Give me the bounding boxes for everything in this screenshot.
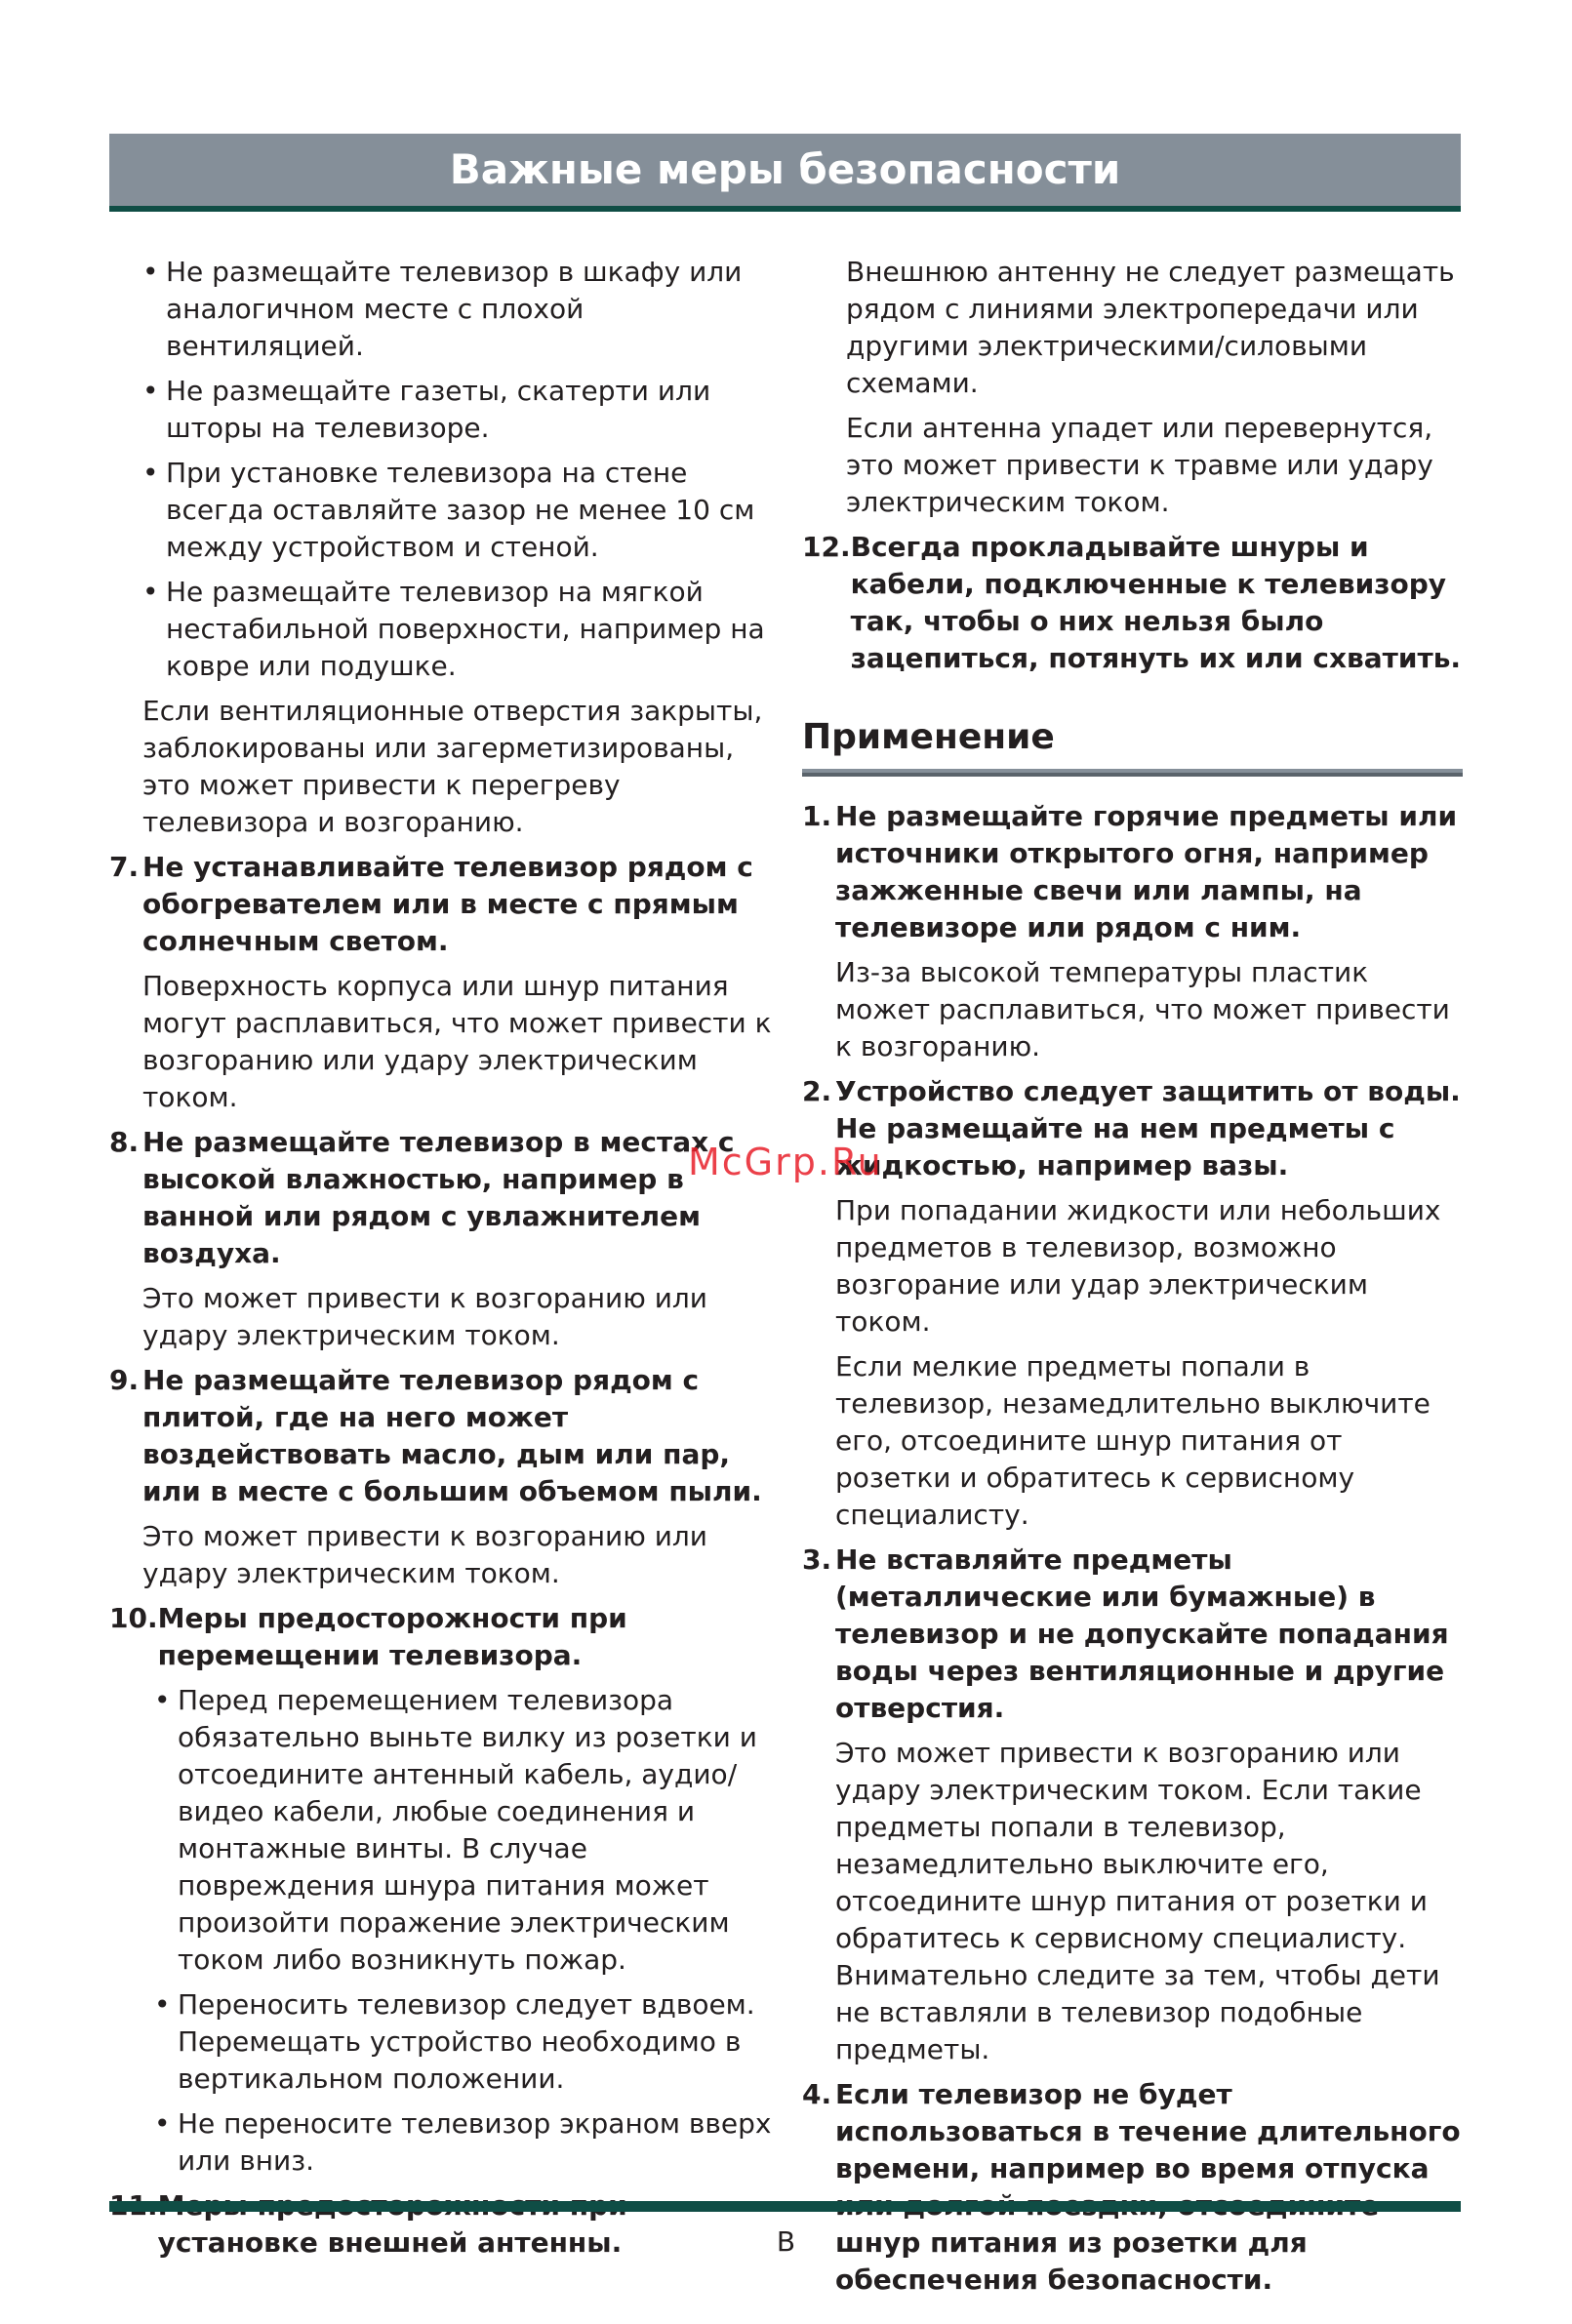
header-band: [109, 134, 1461, 212]
item-10-heading: [109, 1600, 773, 1674]
item-title: Не размещайте горячие предметы или источники открытого огня, например зажженные свечи или лампы, на телевизоре или рядом с ним.: [835, 800, 1458, 943]
item-title: Всегда прокладывайте шнуры и кабели, подключенные к телевизору так, чтобы о них нельзя было зацепиться, потянуть их или схватить.: [850, 531, 1462, 674]
item-number: 2.: [802, 1075, 832, 1107]
item-title: Не размещайте телевизор рядом с плитой, где на него может воздействовать масло, дым или пар, или в месте с большим объемом пыли.: [142, 1364, 762, 1507]
right-column: [802, 254, 1466, 2306]
item-9-text: Это может привести к возгоранию или удару электрическим током.: [142, 1520, 707, 1589]
usage-item-3-heading: [802, 1542, 1466, 1727]
item-number: 1.: [802, 800, 832, 832]
item-number: 9.: [109, 1364, 140, 1396]
watermark: McGrp.Ru: [688, 1141, 883, 1183]
item-title: установке внешней антенны.: [157, 2226, 623, 2259]
item-title: Если телевизор не будет использоваться в течение длительного времени, например во время отпуска шнур питания из розетки для обеспечения безопасности.: [835, 2078, 1461, 2296]
usage-item-1-text: Из-за высокой температуры пластик может расплавиться, что может привести к возгоранию.: [835, 956, 1450, 1062]
item-number: 3.: [802, 1543, 832, 1576]
usage-item-1-heading: [802, 798, 1466, 946]
list-item: • Не размещайте телевизор на мягкой нестабильной поверхности, например на ковре или подушке.: [109, 574, 773, 685]
usage-item-2-heading: [802, 1073, 1466, 1184]
usage-item-2-text: Если мелкие предметы попали в телевизор, незамедлительно выключите его, отсоедините шнур питания от розетки и обратитесь к сервисному специалисту.: [835, 1350, 1431, 1531]
left-column: [109, 254, 773, 2269]
list-item: • Не размещайте телевизор в шкафу или аналогичном месте с плохой вентиляцией.: [109, 254, 773, 365]
item-12-heading: [802, 529, 1466, 677]
item-title: Устройство следует защитить от воды. Не размещайте на нем предметы с жидкостью, например вазы.: [835, 1075, 1461, 1182]
list-item: • При установке телевизора на стене всегда оставляйте зазор не менее 10 см между устройством и стеной.: [109, 455, 773, 566]
ventilation-note: Если вентиляционные отверстия закрыты, заблокированы или загерметизированы, это может привести к перегреву телевизора и возгоранию.: [142, 695, 763, 838]
item-9-heading: [109, 1362, 773, 1510]
item-number: 7.: [109, 851, 140, 883]
page-number: В: [776, 2225, 796, 2258]
usage-item-4-heading: [802, 2076, 1466, 2299]
antenna-text: Если антенна упадет или перевернутся, это может привести к травме или удару электрическим током.: [846, 412, 1433, 518]
usage-item-2-text: При попадании жидкости или небольших предметов в телевизор, возможно возгорание или удар электрическим током.: [835, 1194, 1441, 1338]
list-item: • Переносить телевизор следует вдвоем. Перемещать устройство необходимо в вертикальном положении.: [109, 1986, 773, 2098]
item-8-heading: [109, 1124, 773, 1272]
item-number: 8.: [109, 1126, 140, 1158]
list-item: • Не размещайте газеты, скатерти или шторы на телевизоре.: [109, 373, 773, 447]
item-number: 10.: [109, 1602, 158, 1634]
footer-divider: [109, 2201, 1461, 2212]
item-title: Не размещайте телевизор в местах с высокой влажностью, например в ванной или рядом с увлажнителем воздуха.: [142, 1126, 735, 1269]
page-title: Важные меры безопасности: [449, 145, 1121, 193]
section-divider: [802, 769, 1463, 777]
list-item: • Перед перемещением телевизора обязательно выньте вилку из розетки и отсоедините антенный кабель, аудио/видео кабели, любые соединения и монтажные винты. В случае повреждения шнура питания может произойти поражение электрическим током либо возникнуть пожар.: [109, 1682, 773, 1979]
antenna-text: Внешнюю антенну не следует размещать рядом с линиями электропередачи или другими электрическими/силовыми схемами.: [846, 256, 1455, 399]
item-8-text: Это может привести к возгоранию или удару электрическим током.: [142, 1282, 707, 1351]
item-7-heading: [109, 849, 773, 960]
item-number: 4.: [802, 2078, 832, 2110]
item-title: Меры предосторожности при перемещении телевизора.: [157, 1602, 627, 1671]
item-title: Не вставляйте предметы (металлические или бумажные) в телевизор и не допускайте попадания воды через вентиляционные и другие отверстия.: [835, 1543, 1449, 1724]
list-item: • Не переносите телевизор экраном вверх или вниз.: [109, 2105, 773, 2180]
item-number: 12.: [802, 531, 851, 563]
item-title: Не устанавливайте телевизор рядом с обогревателем или в месте с прямым солнечным светом.: [142, 851, 753, 957]
section-title: Применение: [802, 717, 1055, 757]
usage-item-3-text: Это может привести к возгоранию или удару электрическим током. Если такие предметы попали в телевизор, незамедлительно выключите его, отсоедините шнур питания от розетки и обратитесь к сервисному специалисту. Внимательно следите за тем, чтобы дети не вставляли в телевизор подобные предметы.: [835, 1737, 1440, 2065]
item-7-text: Поверхность корпуса или шнур питания могут расплавиться, что может привести к возгоранию или удару электрическим током.: [142, 970, 772, 1113]
